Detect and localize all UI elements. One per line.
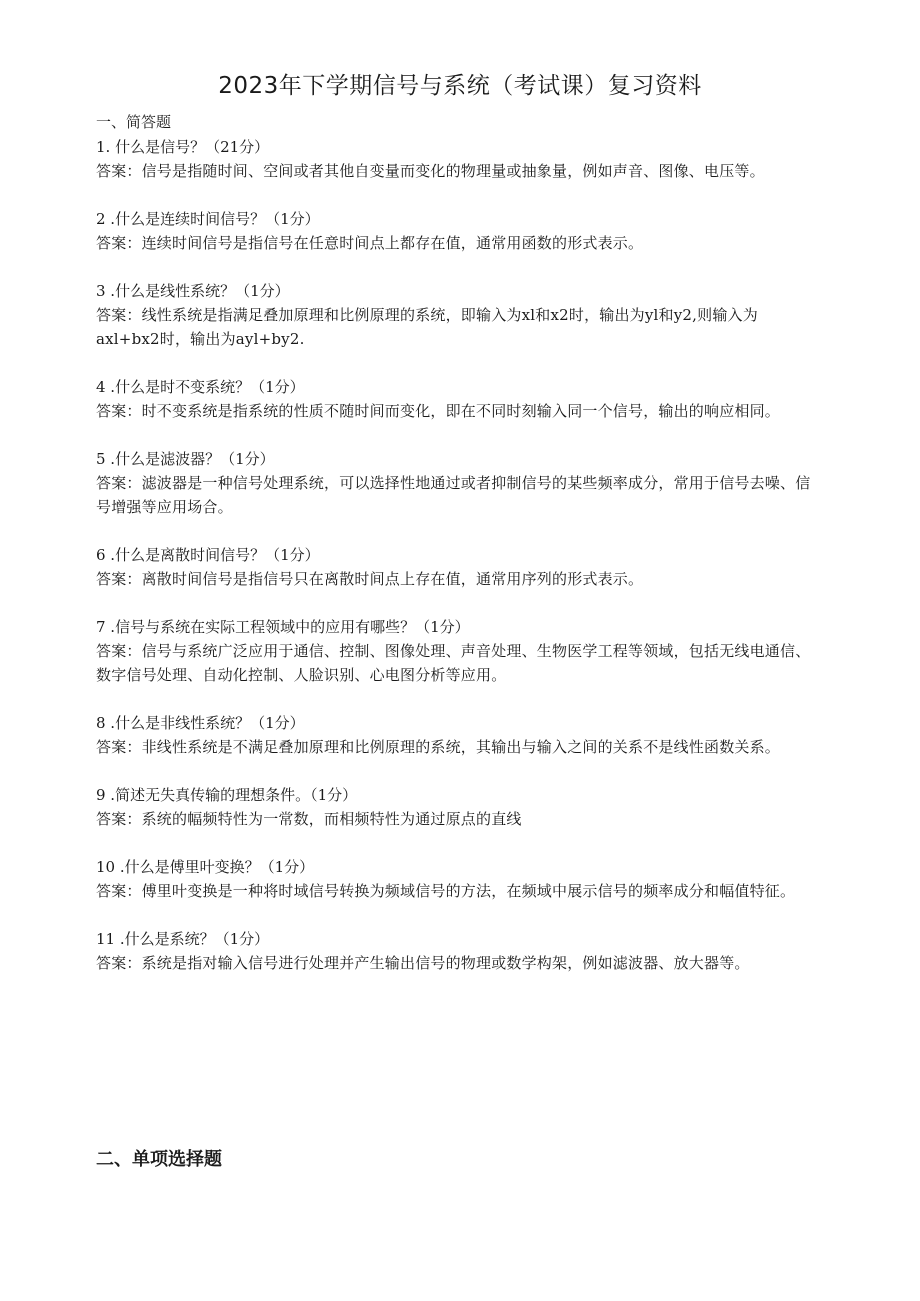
qa-item <box>96 207 816 255</box>
qa-item <box>96 855 816 903</box>
qa-item <box>96 135 816 183</box>
qa-item <box>96 447 816 519</box>
qa-item <box>96 615 816 687</box>
answer-text: 答案：非线性系统是不满足叠加原理和比例原理的系统，其输出与输入之间的关系不是线性函数关系。 <box>96 738 781 756</box>
question-text: 7 .信号与系统在实际工程领域中的应用有哪些？（1分） <box>96 618 470 636</box>
qa-item <box>96 711 816 759</box>
answer-text: 答案：系统是指对输入信号进行处理并产生输出信号的物理或数学构架，例如滤波器、放大器等。 <box>96 954 750 972</box>
question-text: 2 .什么是连续时间信号？（1分） <box>96 210 320 228</box>
question-text: 3 .什么是线性系统？（1分） <box>96 282 290 300</box>
answer-text: 答案：信号是指随时间、空间或者其他自变量而变化的物理量或抽象量，例如声音、图像、电压等。 <box>96 162 765 180</box>
question-text: 10 .什么是傅里叶变换？（1分） <box>96 858 315 876</box>
short-answer-section <box>96 110 816 999</box>
question-text: 11 .什么是系统？（1分） <box>96 930 270 948</box>
qa-item <box>96 783 816 831</box>
question-text: 5 .什么是滤波器？（1分） <box>96 450 275 468</box>
answer-text: 答案：离散时间信号是指信号只在离散时间点上存在值，通常用序列的形式表示。 <box>96 570 644 588</box>
question-text: 8 .什么是非线性系统？（1分） <box>96 714 305 732</box>
answer-text: 答案：信号与系统广泛应用于通信、控制、图像处理、声音处理、生物医学工程等领域，包括无线电通信、数字信号处理、自动化控制、人脸识别、心电图分析等应用。 <box>96 642 811 684</box>
qa-item <box>96 543 816 591</box>
question-text: 1. 什么是信号？（21分） <box>96 138 270 156</box>
answer-text: 答案：系统的幅频特性为一常数，而相频特性为通过原点的直线 <box>96 810 522 828</box>
answer-text: 答案：线性系统是指满足叠加原理和比例原理的系统，即输入为xl和x2时，输出为yl和y2,则输入为axl+bx2时，输出为ayl+by2. <box>96 306 758 348</box>
qa-item <box>96 375 816 423</box>
qa-item <box>96 279 816 351</box>
section-heading-single-choice: 二、单项选择题 <box>96 1149 222 1170</box>
answer-text: 答案：时不变系统是指系统的性质不随时间而变化，即在不同时刻输入同一个信号，输出的响应相同。 <box>96 402 781 420</box>
section-heading-short-answer: 一、简答题 <box>96 113 172 131</box>
answer-text: 答案：连续时间信号是指信号在任意时间点上都存在值，通常用函数的形式表示。 <box>96 234 644 252</box>
question-text: 9 .简述无失真传输的理想条件。（1分） <box>96 786 358 804</box>
answer-text: 答案：傅里叶变换是一种将时域信号转换为频域信号的方法，在频域中展示信号的频率成分和幅值特征。 <box>96 882 796 900</box>
qa-item <box>96 927 816 975</box>
question-text: 6 .什么是离散时间信号？（1分） <box>96 546 320 564</box>
answer-text: 答案：滤波器是一种信号处理系统，可以选择性地通过或者抑制信号的某些频率成分，常用于信号去噪、信号增强等应用场合。 <box>96 474 811 516</box>
question-text: 4 .什么是时不变系统？（1分） <box>96 378 305 396</box>
document-title: 2023年下学期信号与系统（考试课）复习资料 <box>218 73 702 99</box>
